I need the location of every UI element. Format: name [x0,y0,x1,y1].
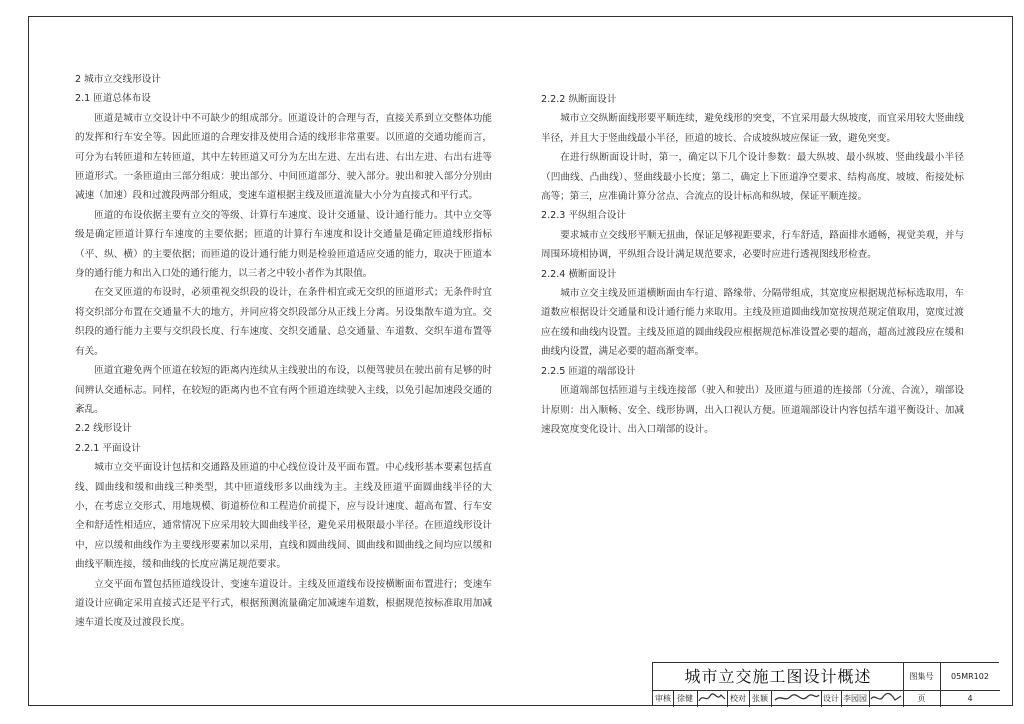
design-label: 设计 [821,691,842,707]
paragraph: 立交平面布置包括匝道线设计、变速车道设计。主线及匝道线布设按横断面布置进行；变速车道设计应确定采用直接式还是平行式，根据预测流量确定加减速车道数，根据规范按标准取用加减速车道长度及过渡段长度。 [75,578,492,629]
check-signature [771,691,822,707]
section-2-2-1-heading: 2.2.1 平面设计 [75,442,141,454]
design-signature [869,691,904,707]
section-2-2-5-heading: 2.2.5 匝道的端部设计 [541,365,636,377]
title-block [652,662,999,706]
page-label: 页 [903,691,941,707]
drawing-title: 城市立交施工图设计概述 [653,663,904,691]
check-name: 张颖 [749,691,772,707]
section-2-2-3-heading: 2.2.3 平纵组合设计 [541,210,627,222]
paragraph: 匝道端部包括匝道与主线连接部（驶入和驶出）及匝道与匝道的连接部（分流、合流），端部设计原则：出入顺畅、安全、线形协调，出入口视认方便。匝道端部设计内容包括车道平衡设计、加减速段宽度变化设计、出入口端部的设计。 [541,385,964,435]
paragraph: 在交叉匝道的布设时，必须重视交织段的设计，在条件相宜或无交织的匝道形式；无条件时宜将交织部分布置在交通量不大的地方，并同应将交织段部分从正线上分离。另设集散车道为宜。交织段的通行能力主要与交织段长度、行车速度、交织交通量、总交通量、车道数、交织车道布置等有关。 [75,287,492,357]
section-2-2-2-heading: 2.2.2 纵断面设计 [541,94,617,105]
paragraph: 城市立交平面设计包括和交通路及匝道的中心线位设计及平面布置。中心线形基本要素包括直线、圆曲线和缓和曲线三种类型，其中匝道线形多以曲线为主。主线及匝道平面圆曲线半径的大小，在考虑立交形式、用地规模、街道桥位和工程造价前提下，应与设计速度、超高布置、行车安全和舒适性相适应，通常情况下应采用较大圆曲线半径，避免采用极限最小半径。在匝道线形设计中，应以缓和曲线作为主要线形要素加以采用，直线和圆曲线间、圆曲线和圆曲线之间均应以缓和曲线平顺连接，缓和曲线的长度应满足规范要求。 [75,462,492,571]
paragraph: 匝道是城市立交设计中不可缺少的组成部分。匝道设计的合理与否，直接关系到立交整体功能的发挥和行车安全等。因此匝道的合理安排及使用合适的线形非常重要。以匝道的交通功能而言，可分为右转匝道和左转匝道，其中左转匝道又可分为左出左进、左出右进、右出左进、右出右进等匝道形式。一条匝道由三部分组成：驶出部分、中间匝道部分、驶入部分。驶出和驶入部分分别由减速（加速）段和过渡段两部分组成，变速车道根据主线及匝道流量大小分为直接式和平行式。 [75,112,492,202]
review-label: 审核 [653,691,674,707]
page-number: 4 [967,694,973,703]
atlas-code-label: 图集号 [903,663,941,691]
atlas-code: 05MR102 [940,663,1000,691]
section-2-heading: 2 城市立交线形设计 [75,74,161,85]
paragraph: 匝道的布设依据主要有立交的等级、计算行车速度、设计交通量、设计通行能力。其中立交等级是确定匝道计算行车速度的主要依据；匝道的计算行车速度和设计交通量是确定匝道线形指标（平、纵、横）的主要依据；而匝道的设计通行能力则是检验匝道适应交通的能力，取决于匝道本身的通行能力和出入口处的通行能力，以三者之中较小者作为其限值。 [75,209,492,280]
check-label: 校对 [727,691,750,707]
section-2-1-heading: 2.1 匝道总体布设 [75,93,151,105]
paragraph: 要求城市立交线形平顺无扭曲，保证足够视距要求，行车舒适，路面排水通畅，视觉美观，并与周围环境相协调，平纵组合设计满足规范要求，必要时应进行透视图线形检查。 [541,229,964,261]
paragraph: 城市立交纵断面线形要平顺连续，避免线形的突变，不宜采用最大纵坡度，而宜采用较大竖曲线半径，并且大于竖曲线最小半径，匝道的坡长、合成坡纵坡应保证一致，避免突变。 [541,113,964,144]
review-name: 徐健 [673,691,698,707]
paragraph: 匝道宜避免两个匝道在较短的距离内连续从主线驶出的布设，以便驾驶员在驶出前有足够的时间辨认交通标志。同样，在较短的距离内也不宜有两个匝道连续驶入主线，以免引起加速段交通的紊乱。 [75,365,492,415]
left-text-column [75,70,492,633]
paragraph: 在进行纵断面设计时，第一，确定以下几个设计参数：最大纵坡、最小纵坡、竖曲线最小半径（凹曲线、凸曲线）、竖曲线最小长度；第二，确定上下匝道净空要求、结构高度、坡坡、衔接处标高等；第三，应准确计算分岔点、合流点的设计标高和纵坡，保证平顺连接。 [541,152,964,203]
design-name: 李园园 [841,691,870,707]
section-2-2-4-heading: 2.2.4 横断面设计 [541,268,617,280]
paragraph: 城市立交主线及匝道横断面由车行道、路缘带、分隔带组成，其宽度应根据规范标标选取用，车道数应根据设计交通量和设计通行能力来取用。主线及匝道圆曲线加宽按规范规定值取用，宽度过渡应在缓和曲线内设置。主线及匝道的圆曲线段应根据规范标准设置必要的超高，超高过渡段应在缓和曲线内设置，满足必要的超高渐变率。 [541,288,964,358]
right-text-column [541,90,964,439]
review-signature [697,691,728,707]
section-2-2-heading: 2.2 线形设计 [75,423,132,435]
